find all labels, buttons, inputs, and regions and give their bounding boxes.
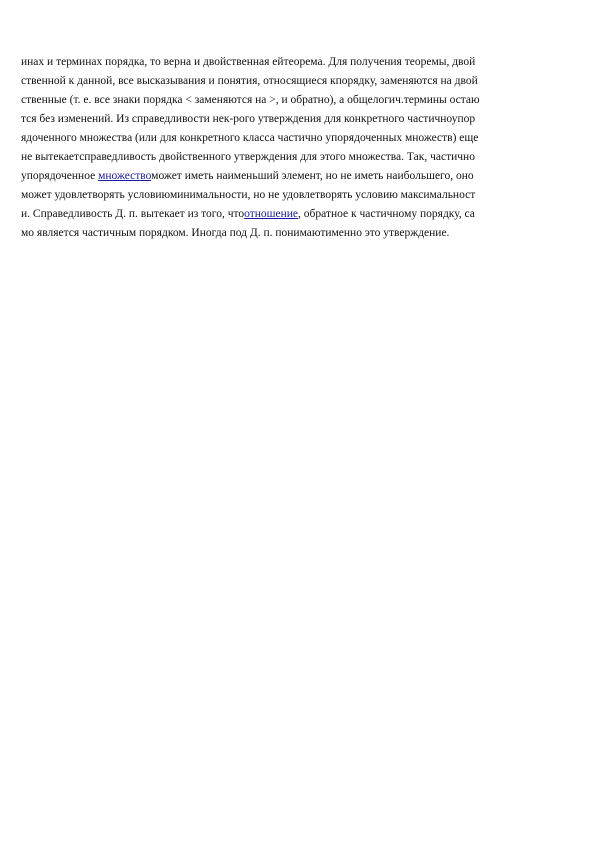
text-line <box>21 129 581 148</box>
text-segment: упорядоченное <box>21 170 99 182</box>
text-line <box>21 186 581 205</box>
text-line <box>21 72 581 91</box>
text-line <box>21 167 581 186</box>
text-line <box>21 91 581 110</box>
article-text <box>21 53 581 243</box>
text-line <box>21 110 581 129</box>
text-segment: ственной к данной, все высказывания и понятия, относящиеся кпорядку, заменяются на двой <box>21 75 478 87</box>
term-link[interactable]: отношение <box>244 208 299 220</box>
text-segment: ственные (т. е. все знаки порядка < заменяются на >, и обратно), а общелогич.термины остаю <box>21 94 480 106</box>
text-line <box>21 53 581 72</box>
text-segment: может иметь наименьший элемент, но не иметь наибольшего, оно <box>151 170 474 182</box>
text-segment: тся без изменений. Из справедливости нек-рого утверждения для конкретного частичноупор <box>21 113 476 125</box>
text-segment: мо является частичным порядком. Иногда под Д. п. понимаютименно это утверждение. <box>21 227 450 239</box>
text-line <box>21 148 581 167</box>
term-link[interactable]: множество <box>98 170 152 182</box>
text-segment: не вытекаетсправедливость двойственного утверждения для этого множества. Так, частично <box>21 151 475 163</box>
text-line <box>21 205 581 224</box>
text-segment: ядоченного множества (или для конкретного класса частично упорядоченных множеств) еще <box>21 132 479 144</box>
text-line <box>21 224 581 243</box>
text-segment: инах и терминах порядка, то верна и двойственная ейтеорема. Для получения теоремы, двой <box>21 56 476 68</box>
text-segment: может удовлетворять условиюминимальности, но не удовлетворять условию максимальност <box>21 189 476 201</box>
text-segment: , обратное к частичному порядку, са <box>298 208 475 220</box>
text-segment: и. Справедливость Д. п. вытекает из того, что <box>21 208 245 220</box>
